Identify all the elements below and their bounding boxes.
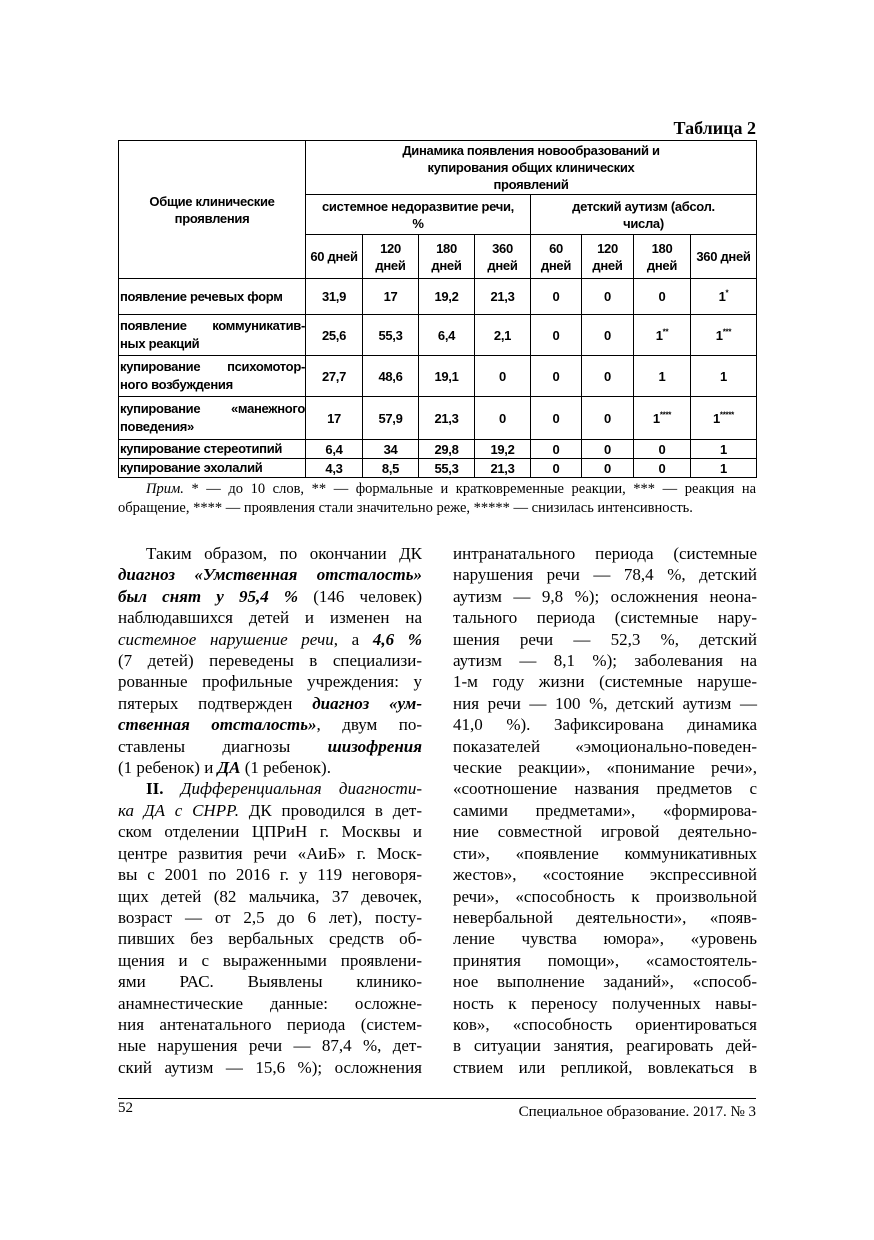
text-line: пивших без вербальных средств об- bbox=[118, 929, 422, 949]
text-line: Таким образом, по окончании ДК bbox=[146, 544, 422, 563]
table-row bbox=[119, 459, 757, 478]
text-line: сти», «появление коммуникативных bbox=[453, 843, 757, 863]
cell: 19,2 bbox=[475, 440, 531, 459]
footnote-mark: ** bbox=[662, 327, 669, 337]
cell: 2,1 bbox=[475, 315, 531, 356]
text-line: ное выполнение заданий», «способ- bbox=[453, 972, 757, 992]
cell: 0 bbox=[582, 459, 634, 478]
text-line: аутизм — 8,1 %); заболевания на bbox=[453, 651, 757, 671]
text-line: был снят у 95,4 % (146 человек) bbox=[118, 586, 422, 606]
day-header: 120 дней bbox=[363, 235, 419, 279]
text-line: 41,0 %). Зафиксирована динамика bbox=[453, 715, 757, 735]
text-line: шения речи — 52,3 %, детский bbox=[453, 629, 757, 649]
subheader-autism: детский аутизм (абсол. числа) bbox=[531, 195, 757, 235]
note-text: * — до 10 слов, ** — формальные и кратковременные реакции, *** — реакция на обращение, **** — проявления стали значительно реже, ***** — снизилась интенсивность. bbox=[118, 481, 757, 516]
text-line: ка ДА с СНРР. ДК проводился в дет- bbox=[118, 800, 422, 820]
right-column bbox=[453, 543, 757, 1078]
table-row bbox=[119, 356, 757, 397]
group-header: Динамика появления новообразований и купирования общих клинических проявлений bbox=[306, 141, 757, 195]
cell: 21,3 bbox=[475, 279, 531, 315]
cell: 55,3 bbox=[363, 315, 419, 356]
cell: 27,7 bbox=[306, 356, 363, 397]
text-line: ческие реакции», «понимание речи», bbox=[453, 758, 757, 778]
cell: 1* bbox=[691, 279, 757, 315]
cell: 0 bbox=[531, 459, 582, 478]
text-line: центре развития речи «АиБ» г. Моск- bbox=[118, 843, 422, 863]
journal-reference: Специальное образование. 2017. № 3 bbox=[518, 1104, 756, 1120]
text-line: «соотношение названия предметов с bbox=[453, 779, 757, 799]
text-line: ставлены диагнозы шизофрения bbox=[118, 736, 422, 756]
row-header-cell: Общие клинические проявления bbox=[119, 141, 306, 279]
cell: 1** bbox=[634, 315, 691, 356]
text-line: наблюдавшихся детей и изменен на bbox=[118, 608, 422, 628]
cell: 21,3 bbox=[419, 397, 475, 440]
cell: 0 bbox=[531, 356, 582, 397]
text-line: возраст — от 2,5 до 6 лет), посту- bbox=[118, 907, 422, 927]
cell: 48,6 bbox=[363, 356, 419, 397]
footnote-mark: *** bbox=[722, 327, 732, 337]
cell: 0 bbox=[531, 440, 582, 459]
cell: 29,8 bbox=[419, 440, 475, 459]
text-line: показателей «эмоционально-поведен- bbox=[453, 736, 757, 756]
table-caption: Таблица 2 bbox=[673, 118, 756, 138]
table-row bbox=[119, 440, 757, 459]
cell: 57,9 bbox=[363, 397, 419, 440]
cell: 19,1 bbox=[419, 356, 475, 397]
cell: 0 bbox=[634, 440, 691, 459]
text-line: рованные профильные учреждения: у bbox=[118, 672, 422, 692]
footnote-mark: **** bbox=[659, 410, 672, 420]
text-line: ями РАС. Выявлены клинико- bbox=[118, 972, 422, 992]
text-line: ский аутизм — 15,6 %); осложнения bbox=[118, 1057, 422, 1077]
cell: 4,3 bbox=[306, 459, 363, 478]
text-line: принятия помощи», «самостоятель- bbox=[453, 950, 757, 970]
footer-divider bbox=[118, 1098, 756, 1099]
day-header: 360 дней bbox=[475, 235, 531, 279]
text-line: (1 ребенок) и ДА (1 ребенок). bbox=[118, 758, 331, 778]
cell: 0 bbox=[634, 279, 691, 315]
row-label: купирование «манежного поведения» bbox=[119, 397, 306, 440]
cell: 1*** bbox=[691, 315, 757, 356]
cell: 1**** bbox=[634, 397, 691, 440]
cell: 17 bbox=[363, 279, 419, 315]
cell: 1 bbox=[691, 459, 757, 478]
text-line: анамнестические данные: осложне- bbox=[118, 993, 422, 1013]
footnote-mark: * bbox=[725, 288, 729, 298]
cell: 0 bbox=[582, 315, 634, 356]
cell: 55,3 bbox=[419, 459, 475, 478]
day-header: 60 дней bbox=[531, 235, 582, 279]
text-line: ствием или репликой, вовлекаться в bbox=[453, 1057, 757, 1077]
text-line: речи», «способность к произвольной bbox=[453, 886, 757, 906]
row-label: появление коммуникатив- ных реакций bbox=[119, 315, 306, 356]
text-line: аутизм — 9,8 %); осложнения неона- bbox=[453, 586, 757, 606]
cell: 6,4 bbox=[306, 440, 363, 459]
text-line: ление чувства юмора», «уровень bbox=[453, 929, 757, 949]
cell: 25,6 bbox=[306, 315, 363, 356]
text-line: самими предметами», «формирова- bbox=[453, 800, 757, 820]
day-header: 360 дней bbox=[691, 235, 757, 279]
text-line: ния речи — 100 %, детский аутизм — bbox=[453, 693, 757, 713]
text-line: нарушения речи — 78,4 %, детский bbox=[453, 565, 757, 585]
cell: 1***** bbox=[691, 397, 757, 440]
text-line: ков», «способность ориентироваться bbox=[453, 1014, 757, 1034]
row-label: купирование стереотипий bbox=[119, 440, 306, 459]
row-label: появление речевых форм bbox=[119, 279, 306, 315]
cell: 0 bbox=[582, 397, 634, 440]
cell: 0 bbox=[582, 356, 634, 397]
cell: 21,3 bbox=[475, 459, 531, 478]
day-header: 180 дней bbox=[419, 235, 475, 279]
text-line: в ситуации занятия, реагировать дей- bbox=[453, 1036, 757, 1056]
cell: 0 bbox=[531, 315, 582, 356]
text-line: вы с 2001 по 2016 г. у 119 неговоря- bbox=[118, 865, 422, 885]
day-header: 60 дней bbox=[306, 235, 363, 279]
cell: 0 bbox=[634, 459, 691, 478]
cell: 0 bbox=[475, 397, 531, 440]
cell: 19,2 bbox=[419, 279, 475, 315]
text-line: ственная отсталость», двум по- bbox=[118, 715, 422, 735]
cell: 34 bbox=[363, 440, 419, 459]
text-line: невербальной деятельности», «появ- bbox=[453, 907, 757, 927]
subheader-speech: системное недоразвитие речи, % bbox=[306, 195, 531, 235]
cell: 17 bbox=[306, 397, 363, 440]
day-header: 180 дней bbox=[634, 235, 691, 279]
cell: 1 bbox=[691, 440, 757, 459]
text-line: системное нарушение речи, а 4,6 % bbox=[118, 629, 422, 649]
day-header: 120 дней bbox=[582, 235, 634, 279]
text-line: диагноз «Умственная отсталость» bbox=[118, 565, 422, 585]
cell: 1 bbox=[691, 356, 757, 397]
cell: 31,9 bbox=[306, 279, 363, 315]
row-label: купирование эхолалий bbox=[119, 459, 306, 478]
cell: 8,5 bbox=[363, 459, 419, 478]
text-line: ния антенатального периода (систем- bbox=[118, 1014, 422, 1034]
cell: 0 bbox=[475, 356, 531, 397]
footnote-mark: ***** bbox=[719, 410, 734, 420]
row-label: купирование психомотор- ного возбуждения bbox=[119, 356, 306, 397]
text-line: ные нарушения речи — 87,4 %, дет- bbox=[118, 1036, 422, 1056]
table-note bbox=[118, 480, 756, 518]
note-label: Прим. bbox=[146, 481, 184, 497]
text-line: ность к переносу полученных навы- bbox=[453, 993, 757, 1013]
cell: 0 bbox=[582, 279, 634, 315]
text-line: пятерых подтвержден диагноз «ум- bbox=[118, 693, 422, 713]
text-line: щения и с выраженными проявлени- bbox=[118, 950, 422, 970]
text-line: (7 детей) переведены в специализи- bbox=[118, 651, 422, 671]
data-table bbox=[118, 140, 757, 478]
page-number: 52 bbox=[118, 1100, 133, 1116]
text-line: интранатального периода (системные bbox=[453, 544, 757, 563]
cell: 1 bbox=[634, 356, 691, 397]
text-line: ние совместной игровой деятельно- bbox=[453, 822, 757, 842]
text-line: 1-м году жизни (системные наруше- bbox=[453, 672, 757, 692]
table-row bbox=[119, 315, 757, 356]
text-line: щих детей (82 мальчика, 37 девочек, bbox=[118, 886, 422, 906]
cell: 6,4 bbox=[419, 315, 475, 356]
text-line: II. Дифференциальная диагности- bbox=[146, 779, 422, 799]
text-line: ском отделении ЦПРиН г. Москвы и bbox=[118, 822, 422, 842]
text-line: жестов», «состояние экспрессивной bbox=[453, 865, 757, 885]
cell: 0 bbox=[531, 397, 582, 440]
left-column bbox=[118, 543, 422, 1078]
cell: 0 bbox=[531, 279, 582, 315]
table-row bbox=[119, 279, 757, 315]
table-row bbox=[119, 397, 757, 440]
text-line: тального периода (системные нару- bbox=[453, 608, 757, 628]
cell: 0 bbox=[582, 440, 634, 459]
